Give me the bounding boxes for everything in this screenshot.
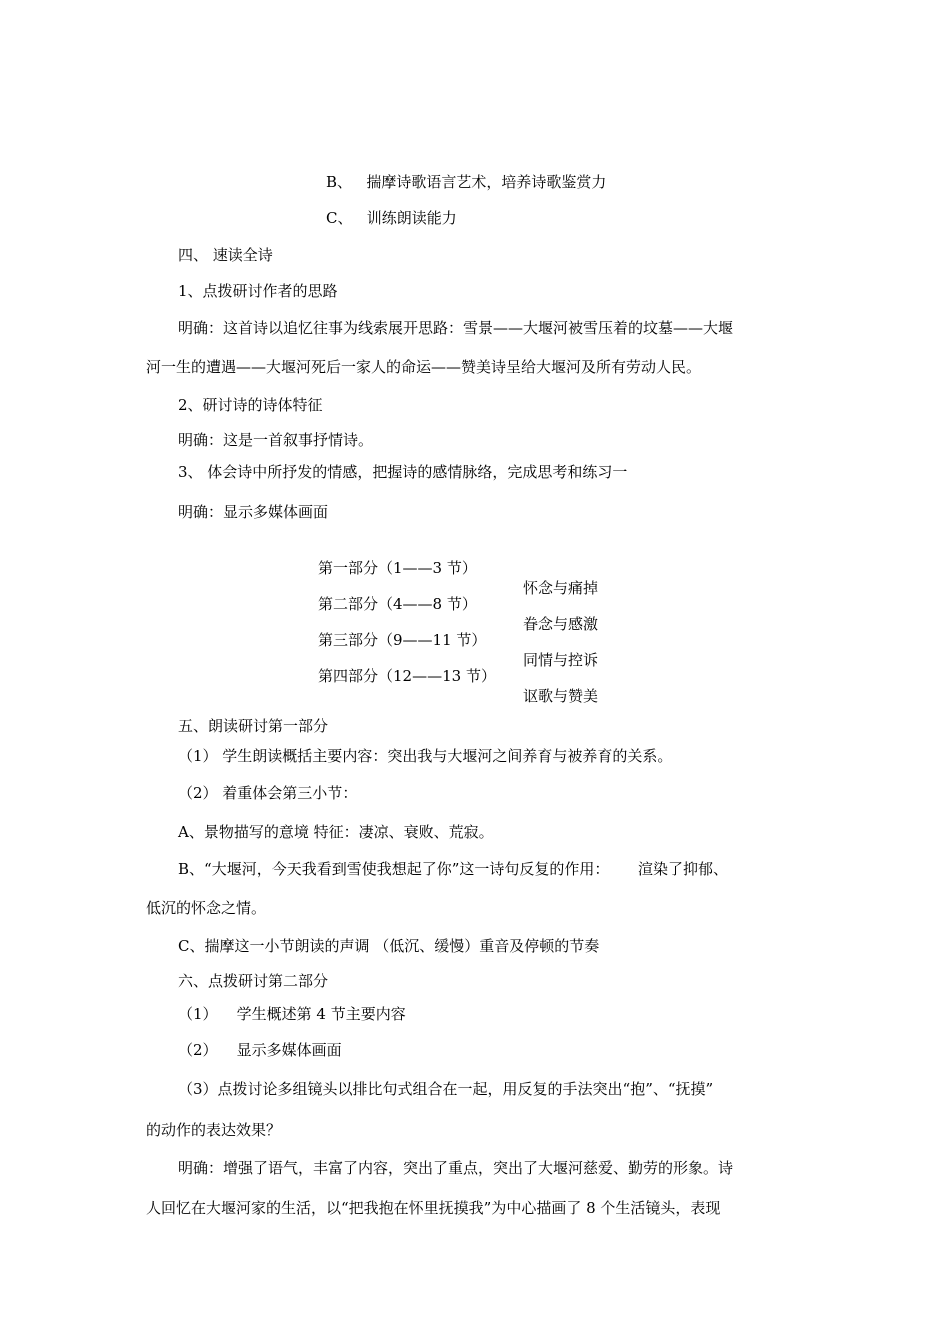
paragraph-clarify-3: 明确：显示多媒体画面 bbox=[178, 503, 329, 521]
section-five-item-2: （2） 着重体会第三小节： bbox=[178, 784, 358, 802]
objective-b: B、 揣摩诗歌语言艺术，培养诗歌鉴赏力 bbox=[326, 173, 607, 191]
objective-c: C、 训练朗读能力 bbox=[326, 209, 457, 227]
section-six-item-3: （3）点拨讨论多组镜头以排比句式组合在一起，用反复的手法突出“抱”、“抚摸” bbox=[178, 1080, 714, 1098]
section-six-heading: 六、点拨研讨第二部分 bbox=[178, 972, 329, 990]
paragraph-clarify-1b: 河一生的遭遇——大堰河死后一家人的命运——赞美诗呈给大堰河及所有劳动人民。 bbox=[146, 358, 702, 376]
section-five-item-c: C、揣摩这一小节朗读的声调 （低沉、缓慢）重音及停顿的节奏 bbox=[178, 937, 600, 955]
emotion-label: 讴歌与赞美 bbox=[523, 687, 599, 705]
part-label: 第三部分（9——11 节） bbox=[318, 631, 487, 649]
section-four-heading: 四、 速读全诗 bbox=[178, 246, 273, 264]
part-label: 第二部分（4——8 节） bbox=[318, 595, 477, 613]
item-3-heading: 3、 体会诗中所抒发的情感，把握诗的感情脉络，完成思考和练习一 bbox=[178, 463, 628, 481]
emotion-label: 同情与控诉 bbox=[523, 651, 599, 669]
section-six-item-1: （1） 学生概述第 4 节主要内容 bbox=[178, 1005, 406, 1023]
item-1-heading: 1、点拨研讨作者的思路 bbox=[178, 282, 338, 300]
section-five-item-1: （1） 学生朗读概括主要内容：突出我与大堰河之间养育与被养育的关系。 bbox=[178, 747, 673, 765]
paragraph-clarify-2: 明确：这是一首叙事抒情诗。 bbox=[178, 431, 374, 449]
emotion-label: 眷念与感激 bbox=[523, 615, 599, 633]
section-six-item-2: （2） 显示多媒体画面 bbox=[178, 1041, 342, 1059]
section-five-item-a: A、景物描写的意境 特征：凄凉、衰败、荒寂。 bbox=[178, 823, 494, 841]
emotion-label: 怀念与痛掉 bbox=[523, 579, 599, 597]
part-label: 第一部分（1——3 节） bbox=[318, 559, 477, 577]
paragraph-clarify-6a: 明确：增强了语气，丰富了内容，突出了重点，突出了大堰河慈爱、勤劳的形象。诗 bbox=[178, 1159, 734, 1177]
section-six-item-3-cont: 的动作的表达效果？ bbox=[146, 1121, 282, 1139]
section-five-item-b-cont: 低沉的怀念之情。 bbox=[146, 899, 267, 917]
section-five-item-b: B、“大堰河，今天我看到雪使我想起了你”这一诗句反复的作用： 渲染了抑郁、 bbox=[178, 860, 728, 878]
section-five-heading: 五、朗读研讨第一部分 bbox=[178, 717, 329, 735]
part-label: 第四部分（12——13 节） bbox=[318, 667, 496, 685]
paragraph-clarify-1a: 明确：这首诗以追忆往事为线索展开思路：雪景——大堰河被雪压着的坟墓——大堰 bbox=[178, 319, 734, 337]
paragraph-clarify-6b: 人回忆在大堰河家的生活，以“把我抱在怀里抚摸我”为中心描画了 8 个生活镜头，表现 bbox=[146, 1199, 721, 1217]
item-2-heading: 2、研讨诗的诗体特征 bbox=[178, 396, 323, 414]
